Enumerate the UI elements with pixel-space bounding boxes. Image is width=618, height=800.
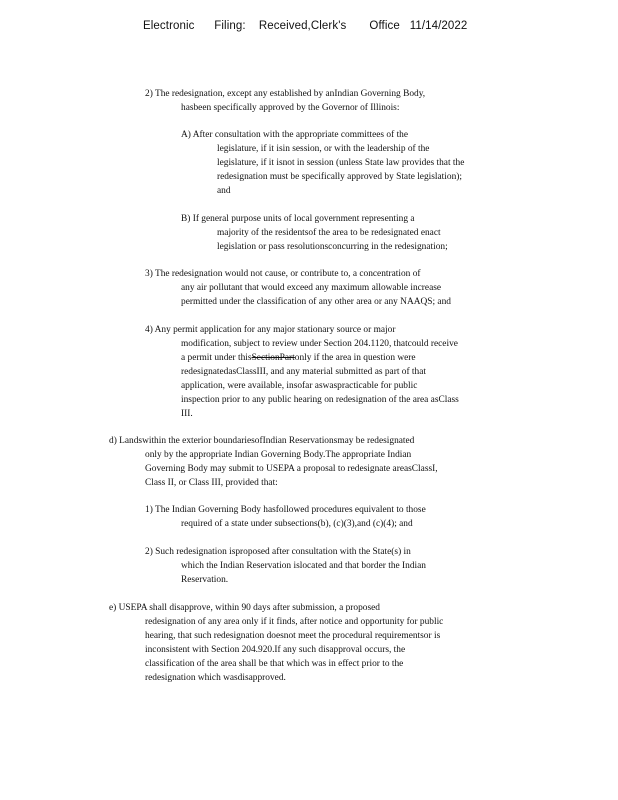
text-line: hasbeen specifically approved by the Governor of Illinois: <box>181 103 400 113</box>
filing-stamp-header: Electronic Filing: Received,Clerk's Office 11/14/2022 <box>143 20 468 32</box>
text-line: 2) Such redesignation isproposed after consultation with the State(s) in <box>145 547 411 557</box>
text-line: redesignation of any area only if it finds, after notice and opportunity for public <box>145 617 444 627</box>
text-fragment: a permit under this <box>181 353 252 363</box>
text-line: 3) The redesignation would not cause, or contribute to, a concentration of <box>145 269 421 279</box>
paragraph-item-d1 <box>145 503 515 531</box>
text-line: legislature, if it isnot in session (unless State law provides that the <box>217 158 465 168</box>
text-line: Governing Body may submit to USEPA a proposal to redesignate areasClassI, <box>145 464 438 474</box>
text-line-with-strike <box>145 351 545 365</box>
paragraph-item-2 <box>145 87 505 115</box>
text-fragment: only if the area in question were <box>294 353 416 363</box>
text-line: majority of the residentsof the area to be redesignated enact <box>217 228 441 238</box>
paragraph-item-4 <box>145 323 545 421</box>
text-line: classification of the area shall be that which was in effect prior to the <box>145 659 404 669</box>
text-line: 1) The Indian Governing Body hasfollowed procedures equivalent to those <box>145 505 426 515</box>
text-line: III. <box>181 409 193 419</box>
struck-text: SectionPart <box>251 353 295 363</box>
text-line: legislation or pass resolutionsconcurring in the redesignation; <box>217 242 448 252</box>
text-line: B) If general purpose units of local government representing a <box>181 214 415 224</box>
text-line: A) After consultation with the appropriate committees of the <box>181 130 409 140</box>
paragraph-item-3 <box>145 267 535 309</box>
paragraph-item-d2 <box>145 545 515 587</box>
text-line: inspection prior to any public hearing on redesignation of the area asClass <box>181 395 459 405</box>
text-line: e) USEPA shall disapprove, within 90 days after submission, a proposed <box>109 603 380 613</box>
paragraph-item-2a <box>181 128 541 198</box>
text-line: modification, subject to review under Section 204.1120, thatcould receive <box>181 339 458 349</box>
text-line: application, were available, insofar aswaspracticable for public <box>181 381 418 391</box>
text-line: redesignation which wasdisapproved. <box>145 673 286 683</box>
text-line: any air pollutant that would exceed any maximum allowable increase <box>181 283 442 293</box>
text-line: 2) The redesignation, except any established by anIndian Governing Body, <box>145 89 426 99</box>
paragraph-item-d <box>109 434 509 490</box>
text-line: only by the appropriate Indian Governing Body.The appropriate Indian <box>145 450 412 460</box>
text-line: required of a state under subsections(b), (c)(3),and (c)(4); and <box>181 519 413 529</box>
text-line: Reservation. <box>181 575 229 585</box>
text-line: 4) Any permit application for any major stationary source or major <box>145 325 396 335</box>
text-line: redesignation must be specifically approved by State legislation); <box>217 172 462 182</box>
text-line: inconsistent with Section 204.920.If any such disapproval occurs, the <box>145 645 406 655</box>
text-line: d) Landswithin the exterior boundariesofIndian Reservationsmay be redesignated <box>109 436 415 446</box>
text-line: redesignatedasClassIII, and any material submitted as part of that <box>181 367 426 377</box>
text-line: Class II, or Class III, provided that: <box>145 478 278 488</box>
text-line: hearing, that such redesignation doesnot meet the procedural requirementsor is <box>145 631 441 641</box>
text-line: and <box>217 186 231 196</box>
text-line: which the Indian Reservation islocated and that border the Indian <box>181 561 426 571</box>
paragraph-item-e <box>109 601 549 685</box>
paragraph-item-2b <box>181 212 541 254</box>
text-line: permitted under the classification of any other area or any NAAQS; and <box>181 297 451 307</box>
text-line: legislature, if it isin session, or with the leadership of the <box>217 144 430 154</box>
